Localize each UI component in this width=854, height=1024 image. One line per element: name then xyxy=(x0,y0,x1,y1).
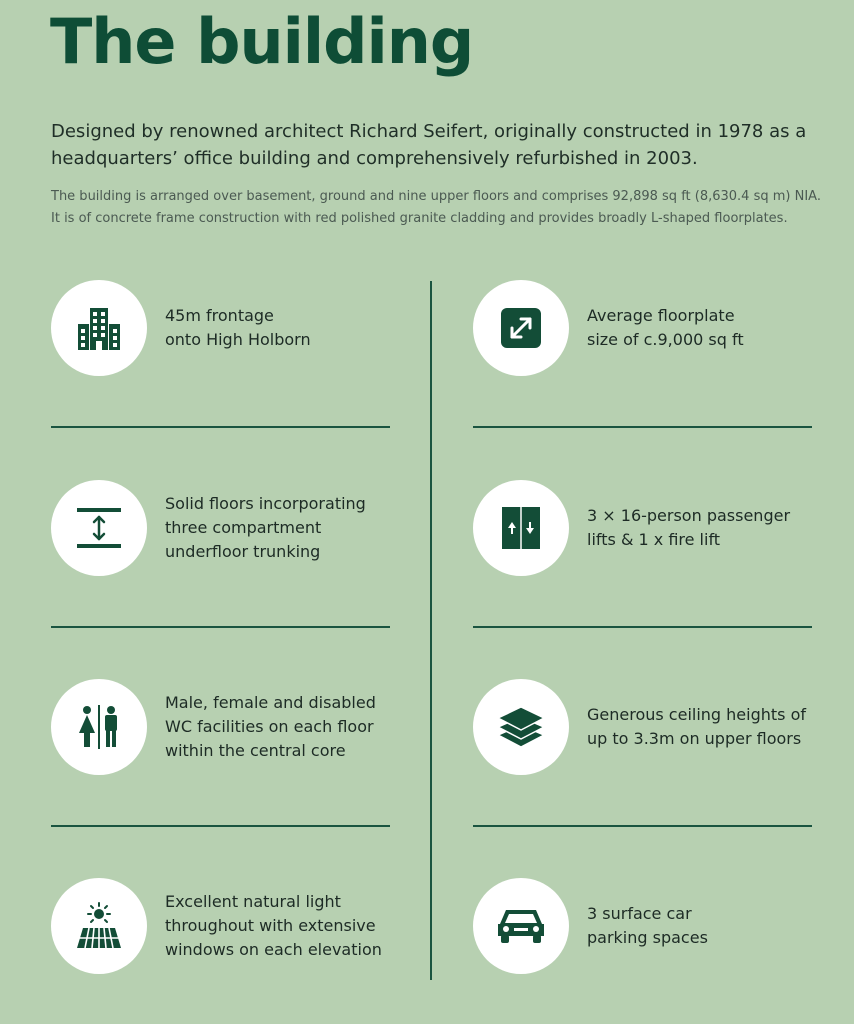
layers-icon xyxy=(473,679,569,775)
feature-text: Generous ceiling heights of up to 3.3m on upper floors xyxy=(587,705,807,748)
expand-arrows-icon xyxy=(473,280,569,376)
row-divider xyxy=(473,825,812,827)
feature-frontage xyxy=(51,280,405,376)
lift-icon xyxy=(473,480,569,576)
feature-text: Excellent natural light throughout with extensive windows on each elevation xyxy=(165,892,382,959)
body-paragraph: The building is arranged over basement, ground and nine upper floors and comprises 92,898 sq ft (8,630.4 sq m) NIA. It is of concrete frame construction with red polished granite cladding and provides broadly L-shaped floorplates. xyxy=(51,189,821,226)
feature-parking xyxy=(473,878,827,974)
feature-text: 3 × 16-person passenger lifts & 1 x fire lift xyxy=(587,506,791,549)
feature-lifts xyxy=(473,480,827,576)
row-divider xyxy=(473,426,812,428)
building-icon xyxy=(51,280,147,376)
feature-floors xyxy=(51,480,405,576)
car-icon xyxy=(473,878,569,974)
toilets-icon xyxy=(51,679,147,775)
column-divider xyxy=(430,281,432,980)
feature-light xyxy=(51,878,405,974)
sunlight-icon xyxy=(51,878,147,974)
feature-wc xyxy=(51,679,405,775)
row-divider xyxy=(51,426,390,428)
floor-height-icon xyxy=(51,480,147,576)
row-divider xyxy=(51,825,390,827)
lead-paragraph: Designed by renowned architect Richard Seifert, originally constructed in 1978 as a headquarters’ office building and comprehensively refurbished in 2003. xyxy=(51,121,807,169)
row-divider xyxy=(473,626,812,628)
feature-text: Male, female and disabled WC facilities on each floor within the central core xyxy=(165,693,376,760)
page-title: The building xyxy=(50,5,474,78)
feature-text: 45m frontage onto High Holborn xyxy=(165,306,311,349)
feature-floorplate xyxy=(473,280,827,376)
feature-ceiling xyxy=(473,679,827,775)
feature-text: Solid floors incorporating three compartment underfloor trunking xyxy=(165,494,366,561)
feature-text: 3 surface car parking spaces xyxy=(587,904,708,947)
feature-text: Average floorplate size of c.9,000 sq ft xyxy=(587,306,744,349)
row-divider xyxy=(51,626,390,628)
